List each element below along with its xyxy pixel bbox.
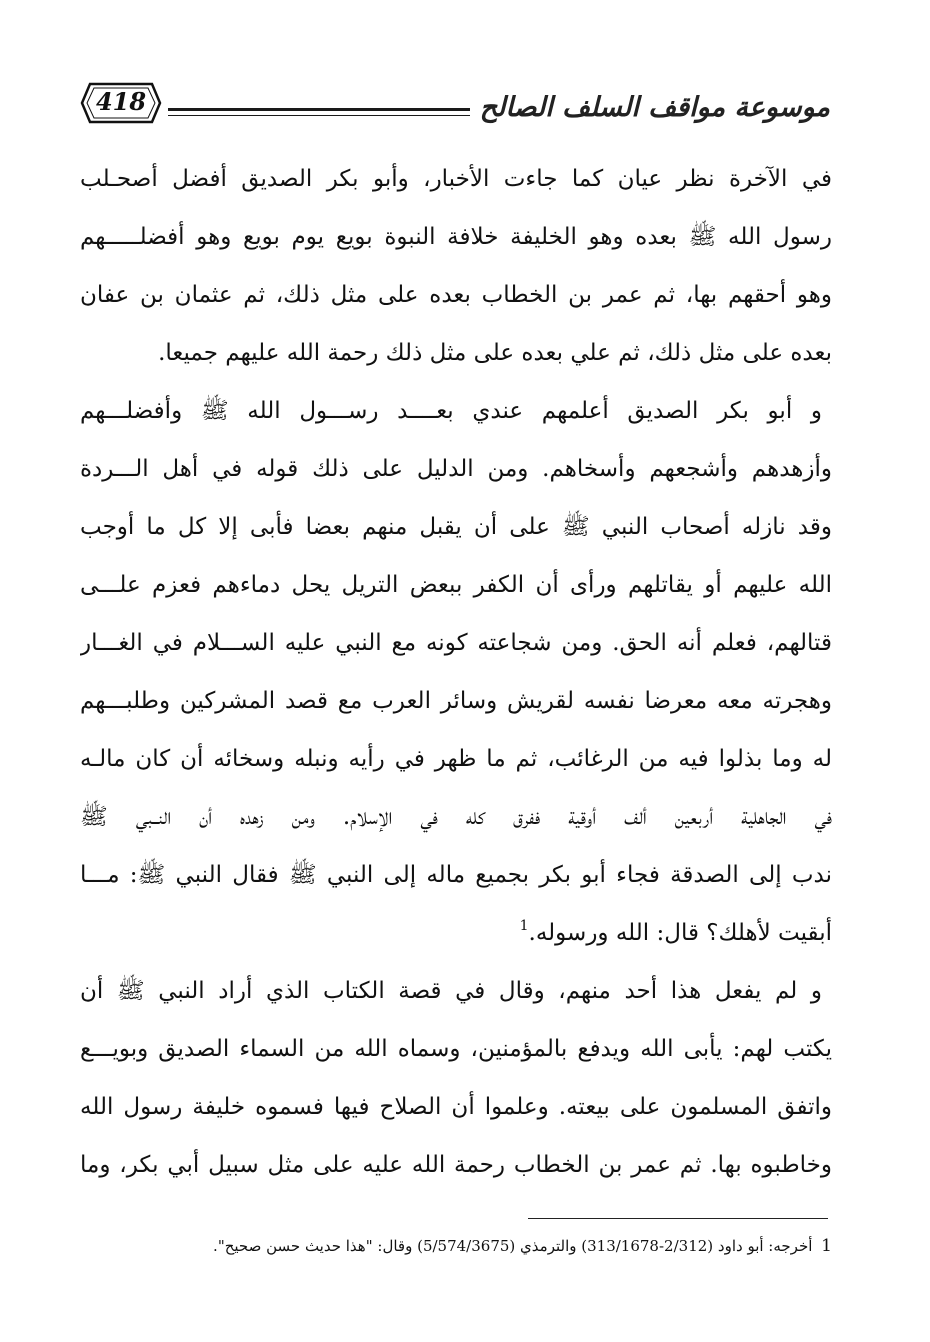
text-line: في الآخرة نظر عيان كما جاءت الأخبار، وأبو بكر الصديق أفضل أصحـلب bbox=[80, 166, 832, 192]
book-title: موسوعة مواقف السلف الصالح bbox=[479, 92, 830, 123]
text-line: وهو أحقهم بها، ثم عمر بن الخطاب بعده على مثل ذلك، ثم عثمان بن عفان bbox=[80, 282, 832, 308]
text-line: يكتب لهم: يأبى الله ويدفع بالمؤمنين، وسماه الله من السماء الصديق وبويـــع bbox=[80, 1036, 832, 1062]
text-line: و أبو بكر الصديق أعلمهم عندي بعــــد رســـول الله ﷺ وأفضلـــهم bbox=[80, 398, 822, 424]
text-line: أبقيت لأهلك؟ قال: الله ورسوله. bbox=[528, 920, 832, 946]
text-line: ندب إلى الصدقة فجاء أبو بكر بجميع ماله إلى النبي ﷺ فقال النبي ﷺ: مـــا bbox=[80, 862, 832, 888]
footnote-mark: 1 bbox=[821, 1236, 832, 1256]
text-line: في الجاهلية أربعين ألف أوقية ففرق كله في الإسلام. ومن زهده أن النــبي ﷺ bbox=[80, 804, 832, 830]
main-text bbox=[80, 150, 832, 1194]
header-rule bbox=[168, 108, 470, 114]
text-line: و لم يفعل هذا أحد منهم، وقال في قصة الكتاب الذي أراد النبي ﷺ أن bbox=[80, 978, 822, 1004]
text-line: بعده على مثل ذلك، ثم علي بعده على مثل ذلك رحمة الله عليهم جميعا. bbox=[158, 340, 832, 366]
page-number: 418 bbox=[95, 87, 147, 116]
text-line: قتالهم، فعلم أنه الحق. ومن شجاعته كونه مع النبي عليه الســـلام في الغـــار bbox=[80, 630, 832, 656]
text-line: وخاطبوه بها. ثم عمر بن الخطاب رحمة الله عليه على مثل سبيل أبي بكر، وما bbox=[80, 1152, 832, 1178]
text-line: الله عليهم أو يقاتلهم ورأى أن الكفر ببعض التريل يحل دماءهم فعزم علـــى bbox=[80, 572, 832, 598]
text-line: واتفق المسلمون على بيعته. وعلموا أن الصلاح فيها فسموه خليفة رسول الله bbox=[80, 1094, 832, 1120]
footnote bbox=[80, 1232, 832, 1260]
text-line: وأزهدهم وأشجعهم وأسخاهم. ومن الدليل على ذلك قوله في أهل الـــردة bbox=[80, 456, 832, 482]
page-header bbox=[80, 88, 830, 148]
footnote-text: أخرجه: أبو داود (2/312-313/1678) والترمذي (5/574/3675) وقال: "هذا حديث حسن صحيح". bbox=[213, 1237, 813, 1255]
text-line: رسول الله ﷺ بعده وهو الخليفة خلافة النبوة بويع يوم بويع وهو أفضلـــــهم bbox=[80, 224, 832, 250]
footnote-divider bbox=[528, 1218, 828, 1219]
text-line-with-footnote bbox=[80, 904, 832, 962]
text-line: وقد نازله أصحاب النبي ﷺ على أن يقبل منهم بعضا فأبى إلا كل ما أوجب bbox=[80, 514, 832, 540]
page-number-badge bbox=[80, 80, 162, 126]
text-line: وهجرته معه معرضا نفسه لقريش وسائر العرب مع قصد المشركين وطلبـــهم bbox=[80, 688, 832, 714]
footnote-reference[interactable]: 1 bbox=[519, 918, 529, 934]
text-line: له وما بذلوا فيه من الرغائب، ثم ما ظهر في رأيه ونبله وسخائه أن كان مالـه bbox=[80, 746, 832, 772]
